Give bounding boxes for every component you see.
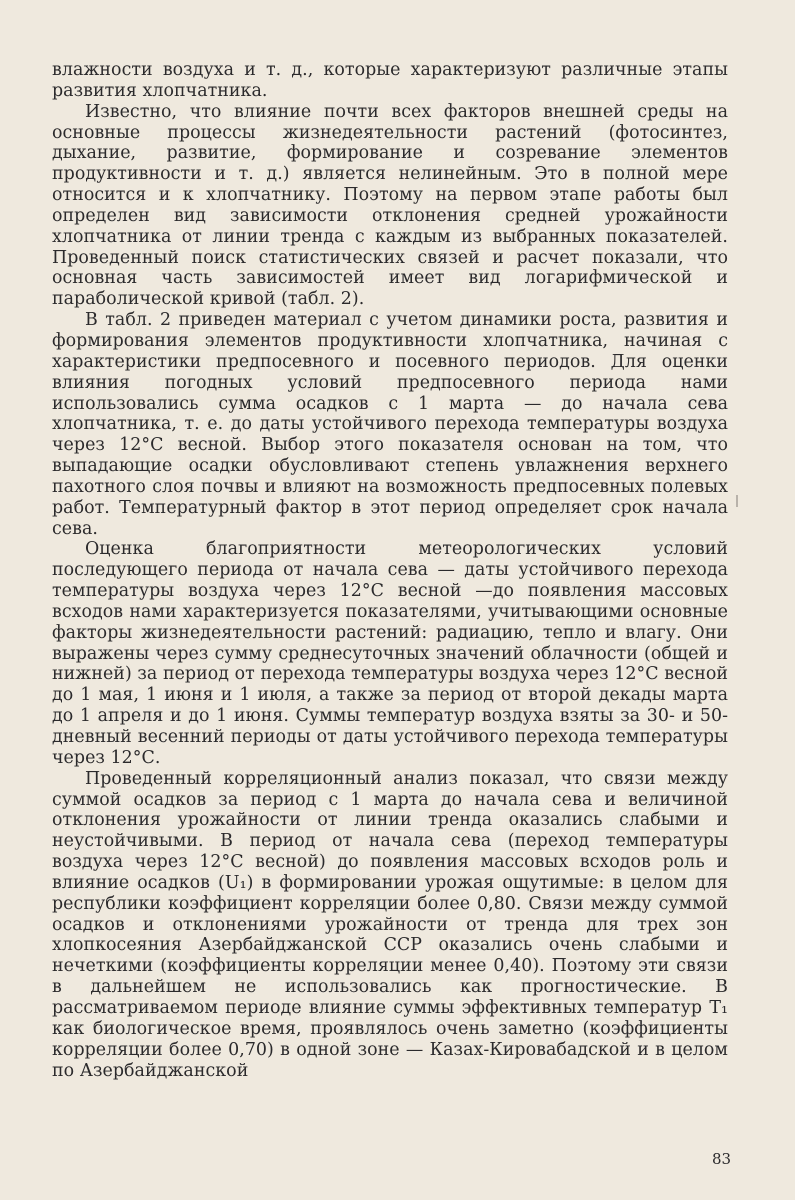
scan-artifact	[736, 495, 738, 507]
paragraph-3: В табл. 2 приведен материал с учетом динамики роста, развития и формирования элементов продуктивности хлопчатника, начиная с характеристики предпосевного и посевного периодов. Для оценки влияния погодных условий предпосевного периода нами использовались сумма осадков с 1 марта — до начала сева хлопчатника, т. е. до даты устойчивого перехода температуры воздуха через 12°С весной. Выбор этого показателя основан на том, что выпадающие осадки обусловливают степень увлажнения верхнего пахотного слоя почвы и влияют на возможность предпосевных полевых работ. Температурный фактор в этот период определяет срок начала сева.	[52, 310, 728, 539]
paragraph-5: Проведенный корреляционный анализ показал, что связи между суммой осадков за период с 1 марта до начала сева и величиной отклонения урожайности от линии тренда оказались слабыми и неустойчивыми. В период от начала сева (переход температуры воздуха через 12°С весной) до появления массовых всходов роль и влияние осадков (U₁) в формировании урожая ощутимые: в целом для республики коэффициент корреляции более 0,80. Связи между суммой осадков и отклонениями урожайности от тренда для трех зон хлопкосеяния Азербайджанской ССР оказались очень слабыми и нечеткими (коэффициенты корреляции менее 0,40). Поэтому эти связи в дальнейшем не использовались как прогностические. В рассматриваемом периоде влияние суммы эффективных температур T₁ как биологическое время, проявлялось очень заметно (коэффициенты корреляции более 0,70) в одной зоне — Казах-Кировабадской и в целом по Азербайджанской	[52, 768, 728, 1081]
paragraph-2: Известно, что влияние почти всех факторов внешней среды на основные процессы жизнедеятельности растений (фотосинтез, дыхание, развитие, формирование и созревание элементов продуктивности и т. д.) является нелинейным. Это в полной мере относится и к хлопчатнику. Поэтому на первом этапе работы был определен вид зависимости отклонения средней урожайности хлопчатника от линии тренда с каждым из выбранных показателей. Проведенный поиск статистических связей и расчет показали, что основная часть зависимостей имеет вид логарифмической и параболической кривой (табл. 2).	[52, 101, 728, 310]
paragraph-4: Оценка благоприятности метеорологических условий последующего периода от начала сева — даты устойчивого перехода температуры воздуха через 12°С весной —до появления массовых всходов нами характеризуется показателями, учитывающими основные факторы жизнедеятельности растений: радиацию, тепло и влагу. Они выражены через сумму среднесуточных значений облачности (общей и нижней) за период от перехода температуры воздуха через 12°С весной до 1 мая, 1 июня и 1 июля, а также за период от второй декады марта до 1 апреля и до 1 июня. Суммы температур воздуха взяты за 30- и 50-дневный весенний периоды от даты устойчивого перехода температуры через 12°С.	[52, 539, 728, 768]
paragraph-1-continuation: влажности воздуха и т. д., которые характеризуют различные этапы развития хлопчатника.	[52, 60, 728, 101]
page-number: 83	[712, 1150, 732, 1168]
body-text	[52, 60, 728, 1081]
